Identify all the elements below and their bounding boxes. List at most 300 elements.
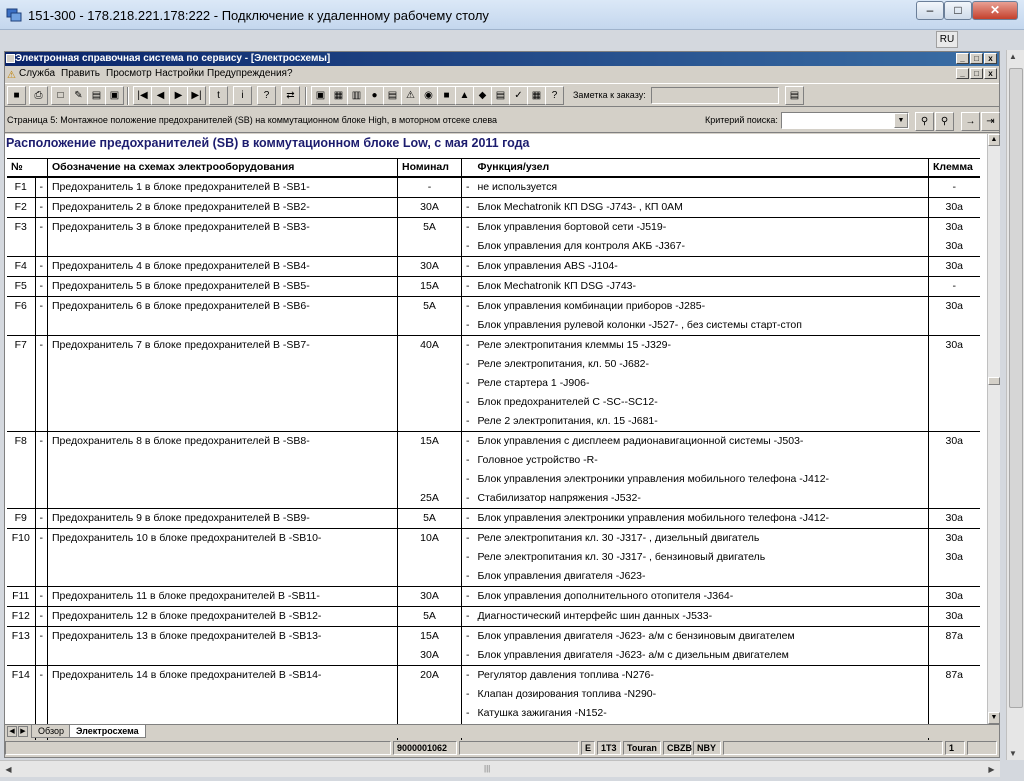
cell-function [474,528,929,586]
cell-name [48,296,398,335]
cell-dash [462,177,474,198]
cell-function-line: Реле электропитания кл. 30 -J317- , бензиновый двигатель [477,550,766,563]
cell-nominal-line: 15A [420,434,439,447]
cell-name [48,197,398,217]
cell-dash [462,256,474,276]
cell-terminal-line: 30a [945,531,964,544]
cell-nominal-line: 25A [420,491,439,504]
cell-dash-line: - [466,491,470,504]
cell-nominal [398,296,462,335]
app-icon [6,54,15,63]
cell-function-line: Блок управления с дисплеем радионавигационной системы -J503- [477,434,804,447]
cell-terminal-line [933,393,976,412]
clipboard-icon[interactable]: ▤ [87,86,106,105]
cell-terminal-line [933,489,976,508]
table-row [7,335,980,431]
cell-dash [462,296,474,335]
cell-dash-line: - [466,511,470,524]
cell-terminal [929,586,980,606]
cell-terminal [929,296,980,335]
status-empty [5,741,391,755]
cell-dash-line: - [466,550,470,563]
cell-name-text: Предохранитель 8 в блоке предохранителей B -SB8- [52,434,310,447]
cell-terminal-line: 30a [945,589,964,602]
cell-name-text: Предохранитель 7 в блоке предохранителей B -SB7- [52,338,310,351]
cell-num [7,431,35,508]
menu-edit[interactable]: Править [61,68,100,79]
cell-num-text: F1 [14,180,27,193]
fuse-table [7,158,980,743]
scroll-down-icon[interactable]: ▼ [988,712,1000,724]
cell-function [474,296,929,335]
cell-num-text: F14 [11,668,30,681]
cell-terminal [929,335,980,431]
cell-name [48,508,398,528]
cell-terminal-line [933,470,976,489]
tool-icon-8[interactable]: ◆ [473,86,492,105]
tool-icon-4[interactable]: ● [365,86,384,105]
table-row [7,508,980,528]
cell-terminal-line: 30a [945,511,964,524]
menu-settings[interactable]: Настройки [155,68,205,79]
maximize-button[interactable]: □ [944,1,972,20]
cell-num-text: F12 [11,609,30,622]
language-indicator[interactable]: RU [936,31,958,48]
cell-terminal [929,276,980,296]
cell-terminal-line: 30a [945,259,964,272]
cell-num-text: F4 [14,259,27,272]
globe-icon[interactable]: ◉ [419,86,438,105]
print-icon[interactable]: ⎙ [29,86,48,105]
cell-nominal-line [402,470,457,489]
status-page: 1 [945,741,965,755]
app-close-button[interactable]: x [984,53,997,64]
rdp-window-title: 151-300 - 178.218.221.178:222 - Подключение к удаленному рабочему столу [28,8,489,23]
cell-dash [35,606,48,626]
cell-num [7,177,35,198]
status-model: Touran [623,741,661,755]
tab-prev-icon[interactable]: ◀ [7,726,17,737]
criteria-bar [5,109,999,133]
table-row [7,431,980,508]
check-icon[interactable]: ✓ [509,86,528,105]
cell-dash-line: - [466,239,470,252]
cell-terminal-line: 87a [945,629,964,642]
jump-icon[interactable]: t [209,86,228,105]
cell-dash-line: - [466,434,470,447]
cell-num-text: F10 [11,531,30,544]
scroll-right-icon[interactable]: ▶ [988,765,995,774]
cell-dash-text: - [39,434,43,447]
cell-nominal [398,586,462,606]
first-page-icon[interactable]: |◀ [133,86,152,105]
tab-strip [5,724,999,738]
cell-name-text: Предохранитель 2 в блоке предохранителей B -SB2- [52,200,310,213]
table-row [7,586,980,606]
cell-function-line: Блок управления двигателя -J623- а/м с дизельным двигателем [477,648,789,661]
cell-name-text: Предохранитель 10 в блоке предохранителей B -SB10- [52,531,322,544]
cell-dash-line: - [466,531,470,544]
cell-terminal-line: 30a [945,299,964,312]
cell-dash-line: - [466,220,470,233]
cell-terminal [929,528,980,586]
cell-terminal-line [933,316,976,335]
cell-nominal-line: 40A [420,338,439,351]
cell-name-text: Предохранитель 14 в блоке предохранителей B -SB14- [52,668,322,681]
cell-dash-line: - [466,318,470,331]
cell-dash-line: - [466,180,470,193]
cell-dash [35,335,48,431]
cell-function-line: Блок управления двигателя -J623- [477,569,646,582]
order-note-field[interactable] [651,87,779,104]
warning-tool-icon[interactable]: ⚠ [401,86,420,105]
cell-terminal [929,431,980,508]
help-icon[interactable]: ? [257,86,276,105]
go-end-icon[interactable]: ⇥ [981,112,1000,131]
cell-name-text: Предохранитель 13 в блоке предохранителей B -SB13- [52,629,322,642]
scroll-grip-icon[interactable]: ||| [484,764,491,773]
rdp-vscroll-thumb[interactable] [1009,68,1023,708]
cell-nominal [398,508,462,528]
cell-name [48,276,398,296]
doc-restore-button[interactable]: □ [970,68,983,79]
tool-icon-5[interactable]: ▤ [383,86,402,105]
app-minimize-button[interactable]: _ [956,53,969,64]
tab-overview[interactable]: Обзор [31,725,71,738]
table-row [7,256,980,276]
cell-dash-text: - [39,200,43,213]
cell-num [7,508,35,528]
table-row [7,197,980,217]
col-header-name: Обозначение на схемах электрооборудования [48,159,398,177]
swap-icon[interactable]: ⇄ [281,86,300,105]
cell-dash [462,276,474,296]
minimize-button[interactable]: – [916,1,944,20]
cell-num [7,586,35,606]
tool-icon-7[interactable]: ▲ [455,86,474,105]
cell-terminal-line [933,355,976,374]
cell-nominal-line: 5A [423,511,436,524]
cell-nominal-line [402,374,457,393]
table-row [7,626,980,665]
cell-dash [462,197,474,217]
exit-icon[interactable]: ■ [7,86,26,105]
col-header-dash [35,159,48,177]
cell-nominal-line [402,567,457,586]
cell-name [48,335,398,431]
cell-nominal-line [402,451,457,470]
cell-dash-line: - [466,706,470,719]
doc-minimize-button[interactable]: _ [956,68,969,79]
tab-next-icon[interactable]: ▶ [18,726,28,737]
cell-num [7,606,35,626]
col-header-terminal: Клемма [929,159,980,177]
app-window [4,51,1000,758]
cell-num-text: F13 [11,629,30,642]
cell-dash-text: - [39,531,43,544]
cell-nominal-line: 30A [420,259,439,272]
cell-name [48,606,398,626]
cell-name [48,177,398,198]
cell-nominal [398,528,462,586]
cell-function [474,606,929,626]
cell-dash-line: - [466,338,470,351]
cell-name [48,626,398,665]
status-empty [967,741,997,755]
cell-dash-line: - [466,376,470,389]
cell-dash-line: - [466,279,470,292]
table-row [7,177,980,198]
status-engine: CBZB [663,741,691,755]
cell-dash-line: - [466,259,470,272]
cell-terminal [929,626,980,665]
cell-num [7,276,35,296]
cell-function [474,177,929,198]
cell-function-line: Блок управления рулевой колонки -J527- , без системы старт-стоп [477,318,802,331]
tool-icon-1[interactable]: ▣ [311,86,330,105]
cell-function-line: Клапан дозирования топлива -N290- [477,687,657,700]
cell-dash-line: - [466,687,470,700]
cell-terminal [929,606,980,626]
cell-dash-text: - [39,299,43,312]
cell-dash-line: - [466,629,470,642]
cell-terminal-line: 30a [945,550,964,563]
prev-page-icon[interactable]: ◀ [151,86,170,105]
menu-view[interactable]: Просмотр [106,68,152,79]
last-page-icon[interactable]: ▶| [187,86,206,105]
cell-function-line: Реле электропитания кл. 30 -J317- , дизельный двигатель [477,531,760,544]
cell-dash [35,626,48,665]
new-doc-icon[interactable]: □ [51,86,70,105]
cell-dash [462,217,474,256]
cell-num-text: F11 [12,589,30,602]
cell-function-line: Головное устройство -R- [477,453,598,466]
cell-function [474,217,929,256]
rdp-horizontal-scrollbar[interactable] [0,760,1000,777]
cell-dash-line: - [466,648,470,661]
cell-function-line: Реле стартера 1 -J906- [477,376,590,389]
cell-terminal-line: 30a [945,338,964,351]
note-edit-icon[interactable]: ▤ [785,86,804,105]
scroll-down-icon[interactable]: ▼ [1009,749,1017,758]
cell-nominal-line: 15A [420,629,439,642]
cell-name [48,217,398,256]
remote-desktop-icon [6,7,22,23]
cell-nominal-line: 20A [420,668,439,681]
status-order-number: 9000001062 [393,741,457,755]
cell-num-text: F9 [14,511,27,524]
rdp-vertical-scrollbar[interactable] [1006,50,1024,760]
status-empty [459,741,579,755]
cell-name-text: Предохранитель 1 в блоке предохранителей B -SB1- [52,180,310,193]
page-title: Расположение предохранителей (SB) в коммутационном блоке Low, с мая 2011 года [6,136,530,150]
cell-function-line: Реле электропитания, кл. 50 -J682- [477,357,650,370]
cell-nominal-line [402,548,457,567]
cell-dash [35,197,48,217]
order-note-label: Заметка к заказу: [573,90,646,100]
cell-function-line: Блок управления дополнительного отопителя -J364- [477,589,734,602]
cell-function-line: Диагностический интерфейс шин данных -J533- [477,609,713,622]
cell-function-line: Блок управления электроники управления мобильного телефона -J412- [477,511,830,524]
cell-nominal [398,431,462,508]
cell-function-line: Блок управления электроники управления мобильного телефона -J412- [477,472,830,485]
cell-num-text: F3 [14,220,27,233]
cell-dash [35,217,48,256]
cell-nominal [398,276,462,296]
cell-name [48,528,398,586]
app-maximize-button[interactable]: □ [970,53,983,64]
cell-num-text: F6 [14,299,27,312]
cell-dash-text: - [39,279,43,292]
toolbar-separator [127,87,129,105]
cell-num [7,528,35,586]
cell-dash [462,606,474,626]
cell-nominal-line [402,393,457,412]
cell-num [7,626,35,665]
cell-nominal [398,626,462,665]
doc-close-button[interactable]: x [984,68,997,79]
cell-dash [35,586,48,606]
col-header-nominal: Номинал [398,159,462,177]
cell-function-line: Катушка зажигания -N152- [477,706,607,719]
cell-function-line: Блок управления для контроля АКБ -J367- [477,239,685,252]
cell-dash-line: - [466,668,470,681]
chevron-down-icon[interactable]: ▼ [894,113,908,128]
cell-function-line: Блок Mechatronik КП DSG -J743- [477,279,636,292]
menu-service[interactable]: Служба [19,68,56,79]
search-icon[interactable]: ⚲ [915,112,934,131]
cell-num-text: F2 [14,200,27,213]
cell-dash-line: - [466,453,470,466]
close-button[interactable]: ✕ [972,1,1018,20]
cell-dash-text: - [39,180,43,193]
cell-nominal-line [402,412,457,431]
cell-dash-line: - [466,609,470,622]
cell-name [48,586,398,606]
cell-dash-text: - [39,668,43,681]
cell-name-text: Предохранитель 5 в блоке предохранителей B -SB5- [52,279,310,292]
app-title: Электронная справочная система по сервису - [Электросхемы] [15,53,331,64]
cell-nominal [398,606,462,626]
tab-wiring-diagram[interactable]: Электросхема [69,725,146,738]
scroll-thumb[interactable] [988,377,1000,385]
cell-terminal-line: 30a [945,434,964,447]
help-tool-icon[interactable]: ? [545,86,564,105]
col-header-num: № [7,159,35,177]
scroll-left-icon[interactable]: ◀ [5,765,12,774]
cell-name-text: Предохранитель 9 в блоке предохранителей B -SB9- [52,511,310,524]
status-empty [723,741,943,755]
cell-function [474,197,929,217]
cell-terminal [929,177,980,198]
status-model-code: 1T3 [597,741,621,755]
cell-dash-text: - [39,259,43,272]
edit-doc-icon[interactable]: ✎ [69,86,88,105]
cell-function-line: Регулятор давления топлива -N276- [477,668,654,681]
tool-icon-9[interactable]: ▤ [491,86,510,105]
go-forward-icon[interactable]: → [961,112,980,131]
table-row [7,606,980,626]
cell-nominal-line: 30A [420,589,439,602]
tool-icon-6[interactable]: ■ [437,86,456,105]
search-criteria-select[interactable] [781,112,909,129]
tool-icon-3[interactable]: ▥ [347,86,366,105]
menu-bar [5,66,999,82]
document-area [5,134,987,724]
cell-nominal-line [402,237,457,256]
cell-function [474,335,929,431]
cell-nominal-line [402,704,457,723]
cell-name-text: Предохранитель 11 в блоке предохранителей B -SB11- [52,589,320,602]
cell-function [474,586,929,606]
cell-dash-line: - [466,472,470,485]
cell-dash-line: - [466,589,470,602]
cell-name-text: Предохранитель 12 в блоке предохранителей B -SB12- [52,609,322,622]
cell-dash-text: - [39,629,43,642]
cell-num [7,197,35,217]
cell-function [474,431,929,508]
doc-vertical-scrollbar[interactable] [987,134,1000,724]
cell-function-line: Стабилизатор напряжения -J532- [477,491,641,504]
col-header-function: Функция/узел [474,159,929,177]
tool-icon-10[interactable]: ▦ [527,86,546,105]
cell-dash [462,528,474,586]
cell-function-line: Реле 2 электропитания, кл. 15 -J681- [477,414,658,427]
cell-num-text: F8 [14,434,27,447]
cell-function [474,276,929,296]
cell-nominal-line: 10A [420,531,439,544]
cell-terminal [929,217,980,256]
scroll-up-icon[interactable]: ▲ [1009,52,1017,61]
fuse-table-body [7,177,980,743]
cell-num [7,296,35,335]
cell-terminal-line [933,567,976,586]
toolbar-separator [305,87,307,105]
cell-terminal [929,197,980,217]
cell-function-line: Реле электропитания клеммы 15 -J329- [477,338,671,351]
cell-terminal-line: 30a [945,609,964,622]
scroll-up-icon[interactable]: ▲ [988,134,1000,146]
cell-dash-text: - [39,609,43,622]
vehicle-icon[interactable]: ▣ [105,86,124,105]
cell-num-text: F7 [14,338,27,351]
cell-terminal [929,508,980,528]
search-next-icon[interactable]: ⚲ [935,112,954,131]
cell-nominal-line: 5A [423,299,436,312]
cell-nominal [398,197,462,217]
cell-num [7,335,35,431]
menu-help[interactable]: ? [287,68,293,79]
tool-icon-2[interactable]: ▦ [329,86,348,105]
cell-dash [462,508,474,528]
cell-nominal-line: 30A [420,648,439,661]
cell-dash [462,586,474,606]
cell-dash-text: - [39,338,43,351]
toolbar [5,83,999,107]
cell-name [48,256,398,276]
cell-dash [35,256,48,276]
cell-terminal-line: 30a [945,239,964,252]
info-icon[interactable]: i [233,86,252,105]
cell-name [48,431,398,508]
cell-nominal [398,177,462,198]
cell-nominal [398,217,462,256]
cell-function-line: Блок предохранителей C -SC--SC12- [477,395,658,408]
cell-dash [35,276,48,296]
status-bar [5,740,999,756]
next-page-icon[interactable]: ▶ [169,86,188,105]
menu-warnings[interactable]: Предупреждения [207,68,287,79]
